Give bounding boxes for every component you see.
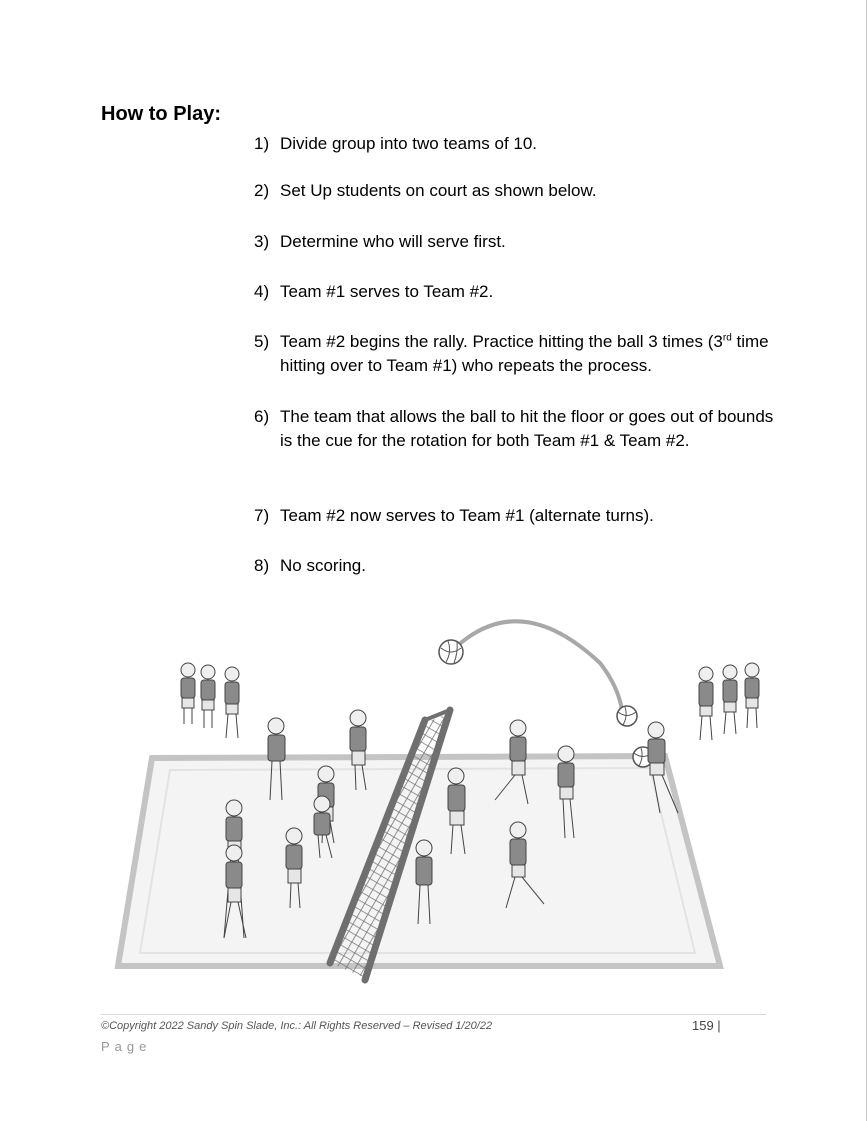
footer-divider [101,1014,766,1015]
step-item [254,405,774,453]
step-item [254,554,774,578]
step-text: Determine who will serve first. [280,232,506,251]
step-text: Team #2 now serves to Team #1 (alternate turns). [280,506,654,525]
step-text-part: Team #2 begins the rally. Practice hitting the ball 3 times (3 [280,332,723,351]
step-text-part: time hitting over to Team #1) who repeats the process. [280,332,769,375]
step-number: 3) [254,232,270,251]
step-number: 6) [254,407,270,426]
step-item [254,330,774,378]
step-text: Set Up students on court as shown below. [280,181,597,200]
step-text: The team that allows the ball to hit the floor or goes out of bounds is the cue for the rotation for both Team #1 & Team #2. [280,407,774,450]
step-item [254,179,774,203]
step-text: No scoring. [280,556,366,575]
section-heading: How to Play: [101,103,222,125]
player-figure [745,663,759,728]
volleyball-icon [439,640,463,664]
player-figure [225,667,239,738]
step-text [280,330,774,378]
step-item [254,230,774,254]
step-text: Divide group into two teams of 10. [280,134,538,153]
player-figure [723,665,737,734]
ordinal-suffix: rd [722,332,732,344]
step-number: 2) [254,181,270,200]
step-item [254,504,774,528]
page-number: 159 | [692,1018,721,1033]
volleyball-court-illustration [110,608,770,988]
player-figure [181,663,195,724]
player-figure [201,665,215,728]
player-figure [699,667,713,740]
step-number: 1) [254,134,270,153]
volleyball-icon [617,706,637,726]
step-number: 4) [254,282,270,301]
step-item [254,132,774,156]
step-number: 5) [254,332,270,351]
ball-trajectory [455,621,622,710]
step-number: 8) [254,556,270,575]
step-text: Team #1 serves to Team #2. [280,282,494,301]
step-item [254,280,774,304]
copyright-notice: ©Copyright 2022 Sandy Spin Slade, Inc.: All Rights Reserved – Revised 1/20/22 [101,1020,493,1032]
page-label: Page [101,1039,152,1054]
step-number: 7) [254,506,270,525]
